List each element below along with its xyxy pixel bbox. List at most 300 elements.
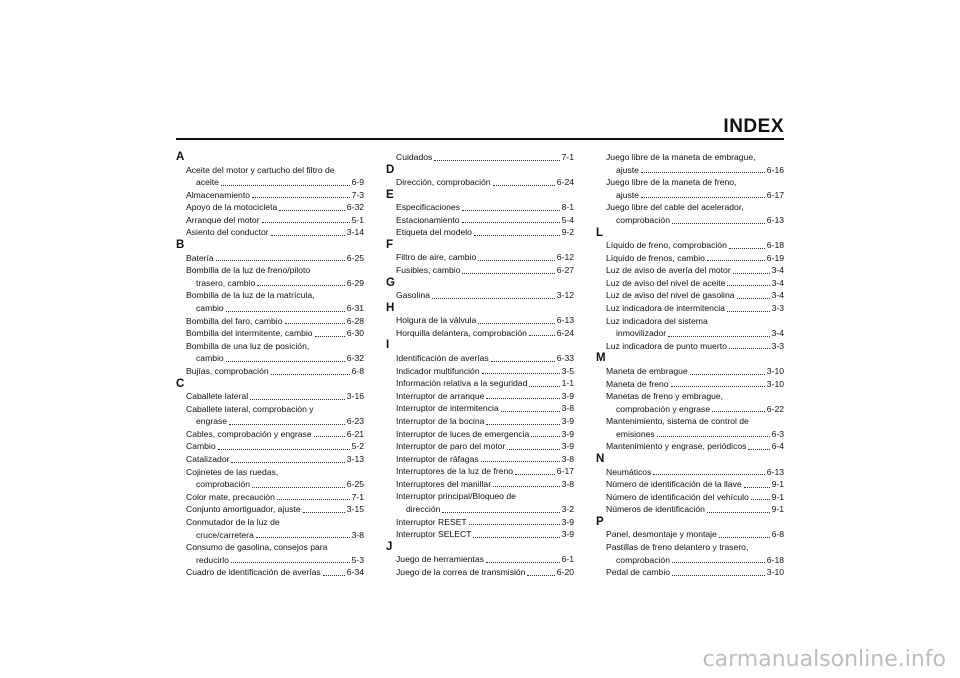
index-entry-text: Interruptor principal/Bloqueo de	[396, 491, 516, 502]
index-page-ref: 8-1	[561, 202, 574, 213]
index-entry-text: ajuste	[616, 189, 639, 200]
index-entry	[176, 440, 364, 453]
index-entry-text: Manetas de freno y embrague,	[606, 391, 724, 402]
index-entry	[176, 466, 364, 479]
index-entry-text: Interruptor de ráfagas	[396, 453, 479, 464]
index-entry	[596, 201, 784, 214]
index-entry	[596, 528, 784, 541]
index-page-ref: 6-27	[556, 265, 574, 276]
index-entry-text: emisiones	[616, 428, 655, 439]
index-entry	[176, 491, 364, 504]
index-entry	[596, 239, 784, 252]
dot-leader	[473, 537, 559, 538]
dot-leader	[432, 298, 555, 299]
index-entry	[596, 327, 784, 340]
dot-leader	[285, 323, 345, 324]
index-entry-text: Juego de herramientas	[396, 554, 484, 565]
index-entry-text: Asiento del conductor	[186, 227, 269, 238]
index-entry-text: Batería	[186, 252, 214, 263]
index-entry-text: Números de identificación	[606, 504, 705, 515]
index-entry-text: reducirlo	[196, 554, 229, 565]
dot-leader	[707, 260, 765, 261]
index-entry	[596, 440, 784, 453]
index-letter-heading: J	[386, 540, 393, 553]
index-entry	[386, 352, 574, 365]
index-page-ref: 6-8	[771, 529, 784, 540]
index-entry-text: inmovilizador	[616, 328, 667, 339]
dot-leader	[474, 235, 560, 236]
index-entry-text: cambio	[196, 353, 224, 364]
index-entry	[596, 378, 784, 391]
dot-leader	[482, 373, 560, 374]
index-entry-text: Interruptor de intermitencia	[396, 403, 499, 414]
index-page-ref: 3-5	[561, 365, 574, 376]
index-entry	[386, 176, 574, 189]
dot-leader	[672, 223, 765, 224]
index-entry-text: comprobación	[616, 214, 670, 225]
index-entry-text: ajuste	[616, 164, 639, 175]
index-entry-text: Fusibles, cambio	[396, 265, 461, 276]
dot-leader	[507, 449, 559, 450]
index-entry	[386, 151, 574, 164]
index-page-ref: 3-14	[346, 227, 364, 238]
dot-leader	[751, 499, 770, 500]
index-entry	[596, 466, 784, 479]
page-title: INDEX	[723, 116, 784, 137]
index-letter-heading: F	[386, 238, 394, 251]
index-entry	[176, 340, 364, 353]
index-page-ref: 3-9	[561, 516, 574, 527]
index-entry	[386, 251, 574, 264]
index-entry	[596, 289, 784, 302]
dot-leader	[491, 361, 555, 362]
dot-leader	[442, 512, 559, 513]
dot-leader	[257, 285, 345, 286]
index-entry	[386, 264, 574, 277]
dot-leader	[434, 160, 559, 161]
index-page-ref: 3-9	[561, 428, 574, 439]
index-letter-heading: N	[596, 453, 605, 466]
index-entry-text: Conmutador de la luz de	[186, 516, 280, 527]
dot-leader	[303, 512, 345, 513]
index-entry-text: Líquido de frenos, cambio	[606, 252, 705, 263]
dot-leader	[486, 398, 559, 399]
index-page-ref: 3-10	[766, 567, 784, 578]
index-page-ref: 6-12	[556, 252, 574, 263]
index-page-ref: 6-18	[766, 240, 784, 251]
dot-leader	[729, 348, 770, 349]
dot-leader	[252, 487, 345, 488]
index-letter-heading: E	[386, 188, 394, 201]
index-page-ref: 6-19	[766, 252, 784, 263]
index-entry-text: Líquido de freno, comprobación	[606, 240, 727, 251]
index-entry-text: Bujías, comprobación	[186, 365, 269, 376]
index-entry	[596, 566, 784, 579]
dot-leader	[744, 487, 770, 488]
index-page-ref: 3-9	[561, 529, 574, 540]
index-page-ref: 9-1	[771, 491, 784, 502]
dot-leader	[314, 436, 345, 437]
index-column-3	[596, 151, 784, 579]
index-letter-heading: B	[176, 239, 185, 252]
index-entry-text: Maneta de embrague	[606, 365, 688, 376]
dot-leader	[515, 474, 555, 475]
index-page-ref: 3-3	[771, 303, 784, 314]
index-page-ref: 6-13	[556, 315, 574, 326]
index-page-ref: 6-3	[771, 428, 784, 439]
dot-leader	[707, 512, 770, 513]
index-entry-text: Luz de aviso del nivel de gasolina	[606, 290, 735, 301]
index-entry	[176, 201, 364, 214]
dot-leader	[279, 210, 345, 211]
dot-leader	[271, 374, 350, 375]
index-letter-heading: M	[596, 352, 606, 365]
index-entry	[386, 453, 574, 466]
index-entry-text: Cojinetes de las ruedas,	[186, 466, 279, 477]
index-page-ref: 6-24	[556, 327, 574, 338]
index-entry	[596, 428, 784, 441]
index-entry	[596, 252, 784, 265]
index-entry-text: Interruptor de luces de emergencia	[396, 428, 530, 439]
dot-leader	[668, 336, 769, 337]
index-entry-text: Dirección, comprobación	[396, 177, 491, 188]
index-entry-text: Juego libre de la maneta de freno,	[606, 177, 737, 188]
index-entry-text: cruce/carretera	[196, 529, 254, 540]
index-page-ref: 3-16	[346, 391, 364, 401]
index-entry	[386, 478, 574, 491]
watermark: carmanualsonline.info	[702, 647, 946, 672]
index-entry-text: Indicador multifunción	[396, 365, 480, 376]
index-entry-text: Holgura de la válvula	[396, 315, 477, 326]
index-page-ref: 3-15	[346, 504, 364, 515]
index-entry-text: Filtro de aire, cambio	[396, 252, 477, 263]
index-entry	[596, 340, 784, 353]
index-entry-text: Horquilla delantera, comprobación	[396, 327, 527, 338]
dot-leader	[250, 399, 345, 400]
index-page-ref: 3-3	[771, 340, 784, 351]
index-page-ref: 3-9	[561, 441, 574, 452]
index-entry-text: Especificaciones	[396, 202, 461, 213]
index-entry-text: Interruptores del manillar	[396, 478, 492, 489]
dot-leader	[737, 298, 770, 299]
index-column-2	[386, 151, 574, 579]
dot-leader	[462, 222, 560, 223]
index-entry-text: comprobación	[616, 554, 670, 565]
index-entry	[596, 541, 784, 554]
index-entry	[176, 252, 364, 265]
index-entry-text: Cambio	[186, 441, 216, 452]
index-entry	[386, 490, 574, 503]
index-entry	[386, 289, 574, 302]
index-entry-text: Información relativa a la seguridad	[396, 378, 528, 389]
index-entry	[176, 327, 364, 340]
index-entry-text: Aceite del motor y cartucho del filtro de	[186, 164, 335, 175]
index-page-ref: 3-4	[771, 277, 784, 288]
index-entry	[176, 189, 364, 202]
index-entry-text: Cuadro de identificación de averías	[186, 567, 321, 578]
index-entry-text: Gasolina	[396, 290, 430, 301]
index-entry-text: Interruptores de la luz de freno	[396, 466, 514, 477]
index-entry-text: Conjunto amortiguador, ajuste	[186, 504, 301, 515]
index-page-ref: 3-4	[771, 290, 784, 301]
dot-leader	[226, 311, 345, 312]
index-entry-text: Mantenimiento y engrase, periódicos	[606, 441, 747, 452]
dot-leader	[748, 449, 769, 450]
index-entry-text: Interruptor de arranque	[396, 390, 485, 401]
index-entry-text: Número de identificación de la llave	[606, 479, 742, 490]
index-page-ref: 7-1	[351, 491, 364, 502]
index-page-ref: 6-25	[346, 479, 364, 490]
index-entry	[596, 176, 784, 189]
dot-leader	[657, 436, 770, 437]
index-entry-text: trasero, cambio	[196, 277, 256, 288]
index-entry-text: Neumáticos	[606, 466, 652, 477]
dot-leader	[501, 411, 560, 412]
dot-leader	[226, 361, 345, 362]
index-entry	[176, 428, 364, 441]
index-letter-heading: H	[386, 301, 395, 314]
index-entry-text: Interruptor SELECT	[396, 529, 472, 540]
index-page-ref: 3-13	[346, 453, 364, 464]
dot-leader	[493, 185, 555, 186]
dot-leader	[262, 222, 350, 223]
dot-leader	[271, 235, 345, 236]
index-entry	[386, 226, 574, 239]
index-entry-text: Pedal de cambio	[606, 567, 671, 578]
index-entry-text: Interruptor de la bocina	[396, 415, 485, 426]
index-entry-text: comprobación y engrase	[616, 403, 711, 414]
index-entry-text: Cables, comprobación y engrase	[186, 428, 312, 439]
dot-leader	[323, 575, 345, 576]
dot-leader	[231, 462, 344, 463]
dot-leader	[733, 273, 770, 274]
title-rule	[176, 138, 784, 140]
index-entry	[176, 554, 364, 567]
index-entry-text: Luz indicadora de punto muerto	[606, 340, 727, 351]
index-entry-text: Bombilla de la luz de la matrícula,	[186, 290, 315, 301]
index-entry	[596, 390, 784, 403]
index-page-ref: 9-2	[561, 227, 574, 238]
dot-leader	[315, 336, 345, 337]
index-page-ref: 6-1	[561, 554, 574, 565]
index-page-ref: 3-9	[561, 415, 574, 426]
dot-leader	[462, 273, 554, 274]
dot-leader	[478, 260, 555, 261]
index-page-ref: 9-1	[771, 504, 784, 515]
dot-leader	[727, 285, 769, 286]
index-page-ref: 3-8	[561, 453, 574, 464]
index-entry-text: engrase	[196, 416, 228, 427]
dot-leader	[641, 172, 765, 173]
index-entry-text: Juego libre de la maneta de embrague,	[606, 152, 756, 162]
index-entry-text: Bombilla de la luz de freno/piloto	[186, 265, 311, 276]
index-entry	[596, 491, 784, 504]
index-entry-text: Identificación de averías	[396, 352, 489, 363]
index-entry-text: cambio	[196, 302, 224, 313]
index-entry	[596, 214, 784, 227]
dot-leader	[486, 424, 559, 425]
index-entry	[596, 164, 784, 177]
index-entry	[386, 214, 574, 227]
dot-leader	[218, 449, 350, 450]
index-page-ref: 6-33	[556, 352, 574, 363]
index-page-ref: 3-10	[766, 365, 784, 376]
index-entry	[386, 428, 574, 441]
index-entry-text: Número de identificación del vehículo	[606, 491, 749, 502]
index-page-ref: 9-1	[771, 479, 784, 490]
index-page-ref: 6-13	[766, 466, 784, 477]
index-entry-text: Bombilla del faro, cambio	[186, 315, 283, 326]
index-entry	[386, 365, 574, 378]
index-entry	[386, 415, 574, 428]
index-entry	[176, 315, 364, 328]
index-entry	[596, 315, 784, 328]
dot-leader	[672, 562, 765, 563]
index-page-ref: 3-4	[771, 328, 784, 339]
index-entry-text: comprobación	[196, 479, 250, 490]
dot-leader	[529, 386, 559, 387]
index-entry-text: Apoyo de la motocicleta	[186, 202, 278, 213]
dot-leader	[729, 248, 765, 249]
index-page-ref: 6-17	[556, 466, 574, 477]
dot-leader	[486, 562, 560, 563]
index-entry-text: Catalizador	[186, 453, 230, 464]
index-entry	[176, 365, 364, 378]
index-page-ref: 6-31	[346, 302, 364, 313]
index-page-ref: 6-32	[346, 353, 364, 364]
index-entry	[176, 226, 364, 239]
index-entry	[176, 176, 364, 189]
dot-leader	[462, 210, 560, 211]
index-entry-text: Etiqueta del modelo	[396, 227, 472, 238]
index-letter-heading: D	[386, 163, 395, 176]
dot-leader	[727, 311, 770, 312]
index-entry-text: Mantenimiento, sistema de control de	[606, 416, 749, 427]
dot-leader	[719, 537, 770, 538]
index-entry-text: Juego de la correa de transmisión	[396, 566, 526, 577]
index-page-ref: 6-34	[346, 567, 364, 578]
index-page-ref: 3-12	[556, 290, 574, 301]
dot-leader	[653, 474, 764, 475]
index-entry	[176, 453, 364, 466]
index-page-ref: 7-3	[351, 189, 364, 200]
index-entry	[386, 327, 574, 340]
index-entry	[176, 352, 364, 365]
index-letter-heading: C	[176, 377, 185, 390]
dot-leader	[277, 499, 350, 500]
index-page-ref: 5-2	[351, 441, 364, 452]
dot-leader	[231, 562, 350, 563]
index-entry	[176, 541, 364, 554]
index-entry-text: Caballete lateral, comprobación y	[186, 403, 314, 414]
dot-leader	[469, 524, 560, 525]
index-entry-text: Interruptor RESET	[396, 516, 467, 527]
index-page-ref: 3-9	[561, 390, 574, 401]
index-page-ref: 6-8	[351, 365, 364, 376]
index-page-ref: 6-25	[346, 252, 364, 263]
index-entry	[176, 516, 364, 529]
index-page-ref: 6-32	[346, 202, 364, 213]
index-entry	[386, 314, 574, 327]
dot-leader	[671, 386, 765, 387]
index-entry	[176, 390, 364, 403]
index-page-ref: 6-21	[346, 428, 364, 439]
index-entry	[386, 465, 574, 478]
index-entry	[176, 277, 364, 290]
index-entry	[386, 503, 574, 516]
index-entry	[596, 264, 784, 277]
index-entry	[386, 201, 574, 214]
index-entry	[386, 402, 574, 415]
dot-leader	[641, 197, 765, 198]
index-entry	[596, 503, 784, 516]
index-page-ref: 6-30	[346, 328, 364, 339]
index-entry	[386, 390, 574, 403]
dot-leader	[481, 461, 560, 462]
index-page-ref: 6-22	[766, 403, 784, 414]
index-entry	[596, 554, 784, 567]
index-entry-text: Consumo de gasolina, consejos para	[186, 542, 328, 553]
dot-leader	[229, 424, 345, 425]
index-letter-heading: A	[176, 151, 185, 163]
index-page-ref: 3-8	[561, 403, 574, 414]
dot-leader	[252, 197, 350, 198]
index-entry-text: Maneta de freno	[606, 378, 669, 389]
index-entry	[176, 566, 364, 579]
index-entry-text: Almacenamiento	[186, 189, 251, 200]
index-entry-text: Estacionamiento	[396, 214, 460, 225]
dot-leader	[529, 335, 555, 336]
index-entry	[596, 151, 784, 164]
index-page-ref: 3-2	[561, 504, 574, 515]
index-page-ref: 3-4	[771, 265, 784, 276]
index-page-ref: 3-10	[766, 378, 784, 389]
index-entry	[176, 214, 364, 227]
index-entry-text: Luz indicadora del sistema	[606, 315, 708, 326]
dot-leader	[493, 486, 560, 487]
index-page-ref: 6-24	[556, 177, 574, 188]
index-entry	[386, 528, 574, 541]
index-entry	[386, 377, 574, 390]
index-entry	[596, 277, 784, 290]
index-entry-text: aceite	[196, 177, 219, 188]
index-entry-text: Bombilla del intermitente, cambio	[186, 328, 313, 339]
index-entry	[176, 403, 364, 416]
index-page-ref: 1-1	[561, 378, 574, 389]
index-entry	[386, 553, 574, 566]
index-entry	[386, 440, 574, 453]
index-entry-text: Cuidados	[396, 152, 433, 162]
index-entry-text: Pastillas de freno delantero y trasero,	[606, 542, 749, 553]
index-page-ref: 6-9	[351, 177, 364, 188]
index-entry	[176, 503, 364, 516]
index-entry	[596, 365, 784, 378]
index-page-ref: 6-29	[346, 277, 364, 288]
index-page-ref: 5-3	[351, 554, 364, 565]
index-entry	[596, 189, 784, 202]
index-entry	[386, 516, 574, 529]
index-letter-heading: G	[386, 276, 395, 289]
index-page-ref: 6-28	[346, 315, 364, 326]
index-page-ref: 6-23	[346, 416, 364, 427]
index-letter-heading: L	[596, 226, 604, 239]
index-entry	[176, 264, 364, 277]
index-page-ref: 6-4	[771, 441, 784, 452]
index-letter-heading: I	[386, 339, 390, 352]
index-entry	[386, 566, 574, 579]
index-entry	[176, 478, 364, 491]
dot-leader	[527, 575, 554, 576]
